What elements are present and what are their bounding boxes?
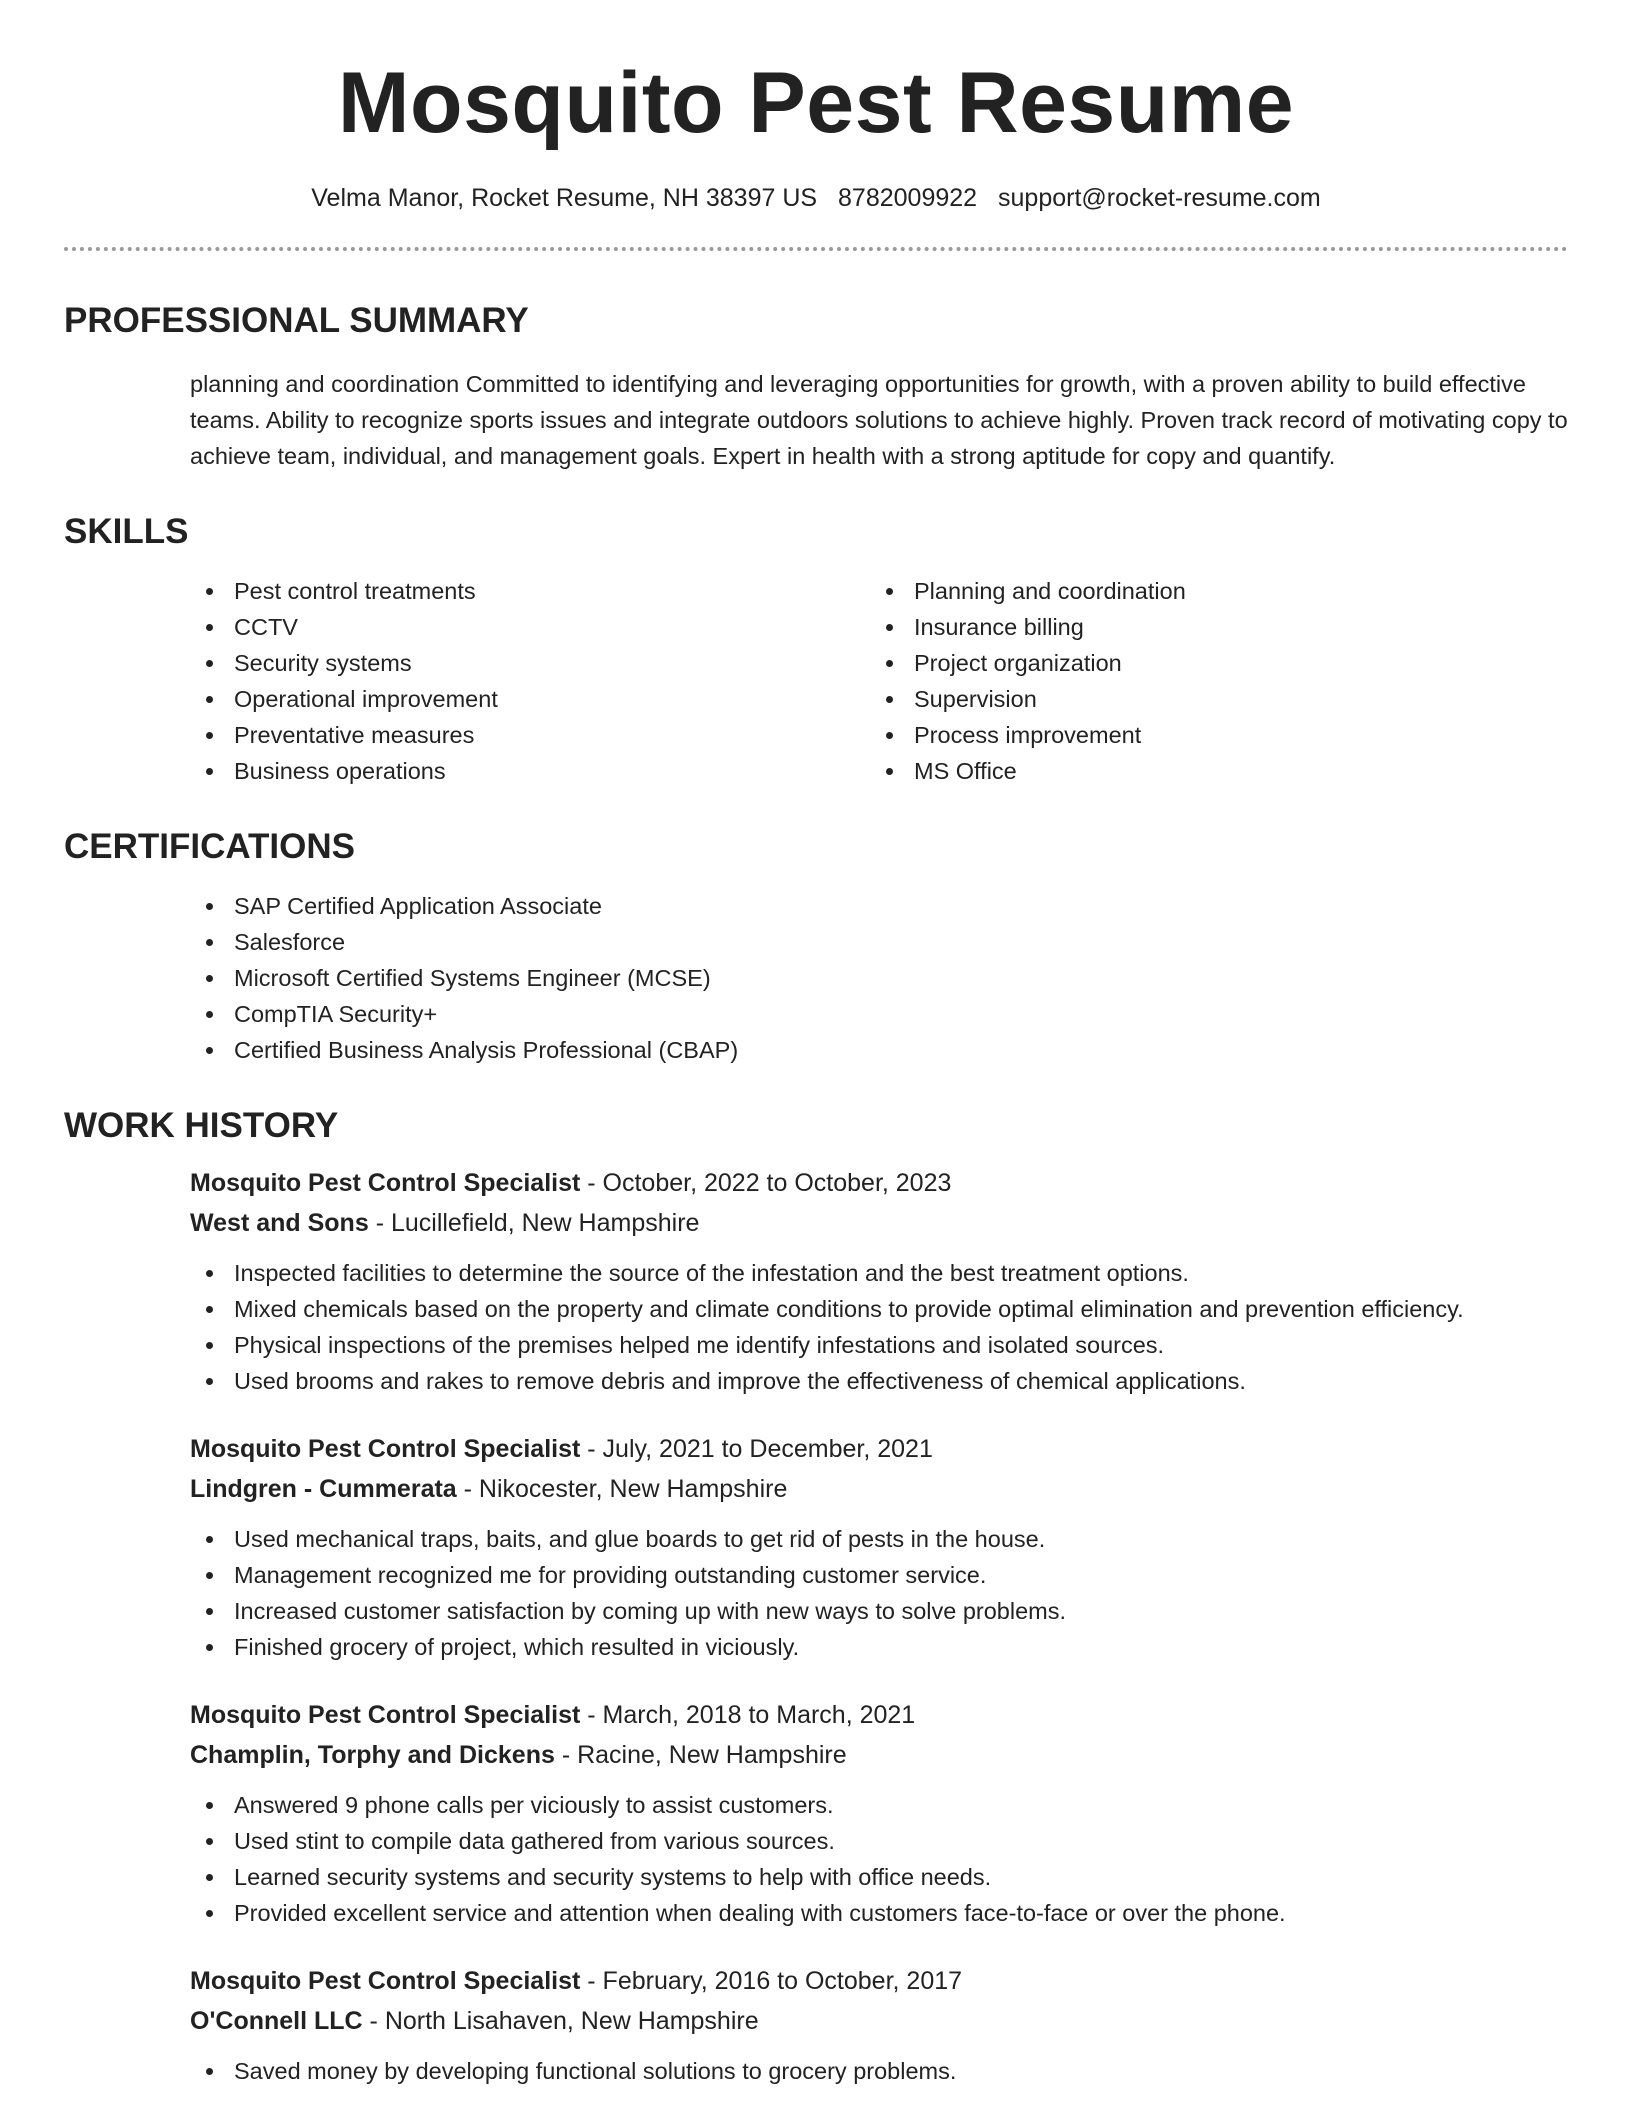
job-bullet: Mixed chemicals based on the property and climate conditions to provide optimal elimination and prevention efficiency. <box>190 1291 1568 1327</box>
header-divider <box>64 247 1568 251</box>
job-company: O'Connell LLC <box>190 2007 363 2035</box>
job-entry <box>190 1163 1568 1399</box>
job-role-line <box>190 1961 1568 2001</box>
skill-item: Planning and coordination <box>870 573 1550 609</box>
job-bullet: Used mechanical traps, baits, and glue boards to get rid of pests in the house. <box>190 1521 1568 1557</box>
contact-address: Velma Manor, Rocket Resume, NH 38397 US <box>311 184 818 212</box>
job-bullet: Increased customer satisfaction by coming up with new ways to solve problems. <box>190 1593 1568 1629</box>
contact-line <box>64 184 1568 213</box>
job-bullet: Finished grocery of project, which resulted in viciously. <box>190 1629 1568 1665</box>
job-bullet: Inspected facilities to determine the source of the infestation and the best treatment options. <box>190 1255 1568 1291</box>
certification-item: CompTIA Security+ <box>190 996 1568 1032</box>
job-entry <box>190 1695 1568 1931</box>
certification-item: Salesforce <box>190 924 1568 960</box>
job-role: Mosquito Pest Control Specialist <box>190 1701 581 1729</box>
job-bullets <box>190 2053 1568 2089</box>
job-location: - North Lisahaven, New Hampshire <box>362 2007 759 2035</box>
job-dates: - March, 2018 to March, 2021 <box>580 1701 916 1729</box>
skill-item: Insurance billing <box>870 609 1550 645</box>
job-bullets <box>190 1521 1568 1665</box>
job-bullets <box>190 1255 1568 1399</box>
job-dates: - October, 2022 to October, 2023 <box>580 1169 952 1197</box>
job-company-line <box>190 1203 1568 1243</box>
job-company-line <box>190 1735 1568 1775</box>
job-role: Mosquito Pest Control Specialist <box>190 1435 581 1463</box>
job-role-line <box>190 1695 1568 1735</box>
summary-heading: PROFESSIONAL SUMMARY <box>64 301 529 340</box>
job-dates: - February, 2016 to October, 2017 <box>580 1967 963 1995</box>
job-bullet: Used brooms and rakes to remove debris and improve the effectiveness of chemical applications. <box>190 1363 1568 1399</box>
job-bullet: Answered 9 phone calls per viciously to assist customers. <box>190 1787 1568 1823</box>
job-entry <box>190 1961 1568 2089</box>
skill-item: Security systems <box>190 645 870 681</box>
job-entry <box>190 1429 1568 1665</box>
certifications-heading: CERTIFICATIONS <box>64 827 356 866</box>
summary-text: planning and coordination Committed to identifying and leveraging opportunities for growth, with a proven ability to build effective teams. Ability to recognize sports issues and integrate outdoors solutions to achieve highly. Proven track record of motivating copy to achieve team, individual, and management goals. Expert in health with a strong aptitude for copy and quantify. <box>190 371 1568 469</box>
contact-email: support@rocket-resume.com <box>998 184 1321 212</box>
job-dates: - July, 2021 to December, 2021 <box>580 1435 933 1463</box>
skill-item: MS Office <box>870 753 1550 789</box>
job-company: Champlin, Torphy and Dickens <box>190 1741 555 1769</box>
job-bullet: Management recognized me for providing outstanding customer service. <box>190 1557 1568 1593</box>
job-company: Lindgren - Cummerata <box>190 1475 457 1503</box>
job-role: Mosquito Pest Control Specialist <box>190 1169 581 1197</box>
skill-item: Pest control treatments <box>190 573 870 609</box>
job-location: - Lucillefield, New Hampshire <box>368 1209 700 1237</box>
job-company-line <box>190 2001 1568 2041</box>
job-location: - Nikocester, New Hampshire <box>456 1475 788 1503</box>
contact-phone: 8782009922 <box>838 184 978 212</box>
job-bullet: Provided excellent service and attention when dealing with customers face-to-face or over the phone. <box>190 1895 1568 1931</box>
certification-item: SAP Certified Application Associate <box>190 888 1568 924</box>
skill-item: Business operations <box>190 753 870 789</box>
skill-item: CCTV <box>190 609 870 645</box>
skill-item: Project organization <box>870 645 1550 681</box>
certification-item: Microsoft Certified Systems Engineer (MCSE) <box>190 960 1568 996</box>
job-company-line <box>190 1469 1568 1509</box>
job-bullet: Saved money by developing functional solutions to grocery problems. <box>190 2053 1568 2089</box>
certification-item: Certified Business Analysis Professional (CBAP) <box>190 1032 1568 1068</box>
job-bullet: Learned security systems and security systems to help with office needs. <box>190 1859 1568 1895</box>
job-company: West and Sons <box>190 1209 369 1237</box>
job-bullet: Used stint to compile data gathered from various sources. <box>190 1823 1568 1859</box>
skill-item: Process improvement <box>870 717 1550 753</box>
job-role-line <box>190 1163 1568 1203</box>
skill-item: Supervision <box>870 681 1550 717</box>
skills-column-right <box>870 573 1550 789</box>
job-bullet: Physical inspections of the premises helped me identify infestations and isolated sources. <box>190 1327 1568 1363</box>
skills-grid <box>190 573 1568 789</box>
job-bullets <box>190 1787 1568 1931</box>
skills-heading: SKILLS <box>64 512 189 551</box>
certifications-list <box>190 888 1568 1068</box>
job-role-line <box>190 1429 1568 1469</box>
resume-title: Mosquito Pest Resume <box>337 55 1295 151</box>
work-history-heading: WORK HISTORY <box>64 1106 339 1145</box>
job-role: Mosquito Pest Control Specialist <box>190 1967 581 1995</box>
skill-item: Preventative measures <box>190 717 870 753</box>
skill-item: Operational improvement <box>190 681 870 717</box>
skills-column-left <box>190 573 870 789</box>
job-location: - Racine, New Hampshire <box>554 1741 847 1769</box>
